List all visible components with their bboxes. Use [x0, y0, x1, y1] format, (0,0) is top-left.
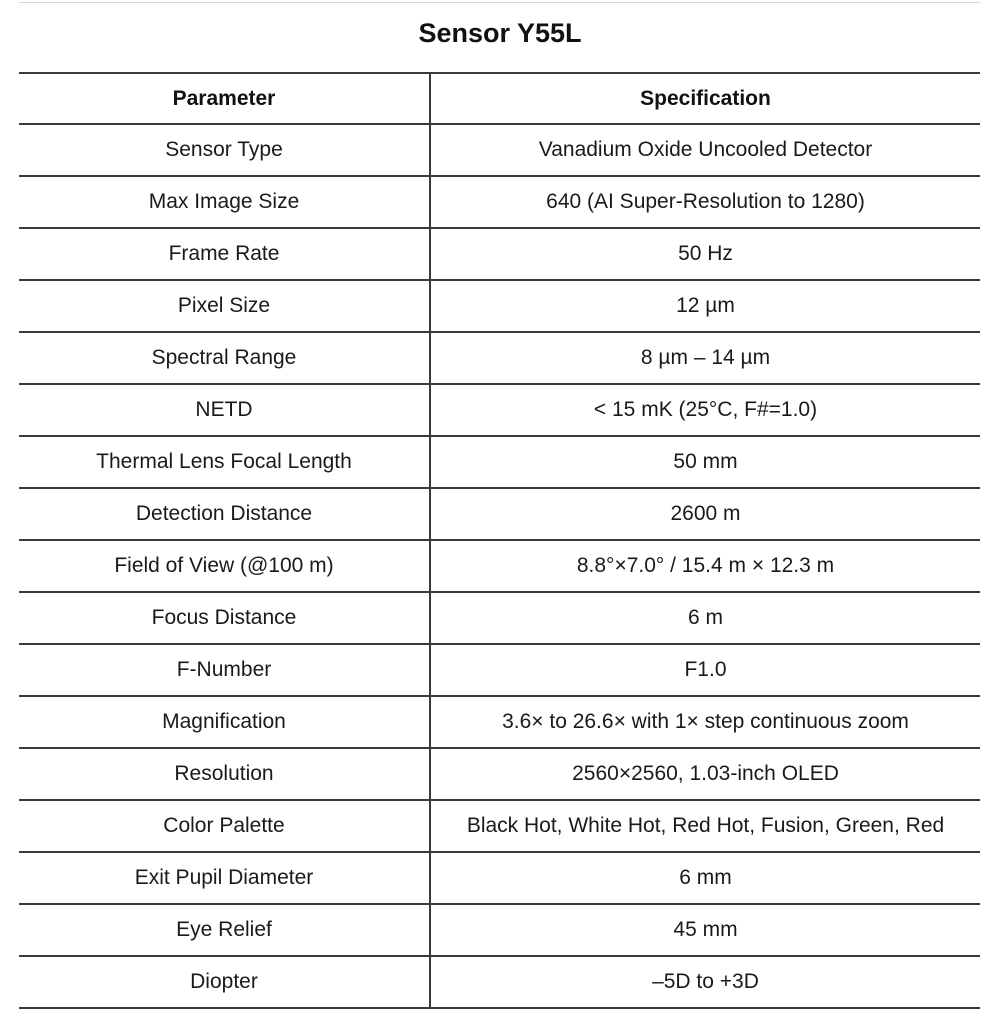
table-row	[19, 956, 980, 1008]
parameter-cell: Sensor Type	[19, 124, 430, 176]
parameter-cell: Max Image Size	[19, 176, 430, 228]
page-title: Sensor Y55L	[418, 18, 582, 48]
parameter-cell: Frame Rate	[19, 228, 430, 280]
parameter-cell: Magnification	[19, 696, 430, 748]
table-row	[19, 592, 980, 644]
parameter-cell: Thermal Lens Focal Length	[19, 436, 430, 488]
parameter-cell: Spectral Range	[19, 332, 430, 384]
table-row	[19, 488, 980, 540]
table-row	[19, 904, 980, 956]
parameter-cell: F-Number	[19, 644, 430, 696]
parameter-cell: Detection Distance	[19, 488, 430, 540]
specification-cell: 2560×2560, 1.03-inch OLED	[430, 748, 980, 800]
specification-cell: 8.8°×7.0° / 15.4 m × 12.3 m	[430, 540, 980, 592]
specification-cell: 12 µm	[430, 280, 980, 332]
specification-cell: –5D to +3D	[430, 956, 980, 1008]
table-row	[19, 228, 980, 280]
spec-table	[19, 72, 980, 1009]
parameter-cell: Diopter	[19, 956, 430, 1008]
parameter-cell: Field of View (@100 m)	[19, 540, 430, 592]
specification-cell: 50 mm	[430, 436, 980, 488]
parameter-cell: Eye Relief	[19, 904, 430, 956]
top-divider	[19, 2, 980, 3]
specification-cell: 640 (AI Super-Resolution to 1280)	[430, 176, 980, 228]
specification-cell: Vanadium Oxide Uncooled Detector	[430, 124, 980, 176]
specification-cell: 8 µm – 14 µm	[430, 332, 980, 384]
parameter-cell: Color Palette	[19, 800, 430, 852]
table-row	[19, 176, 980, 228]
table-header-row	[19, 73, 980, 124]
parameter-cell: Resolution	[19, 748, 430, 800]
specification-cell: 6 m	[430, 592, 980, 644]
specification-cell: Black Hot, White Hot, Red Hot, Fusion, Green, Red	[430, 800, 980, 852]
table-row	[19, 696, 980, 748]
table-row	[19, 540, 980, 592]
header-parameter: Parameter	[19, 73, 430, 124]
specification-cell: 50 Hz	[430, 228, 980, 280]
table-row	[19, 384, 980, 436]
table-row	[19, 332, 980, 384]
specification-cell: < 15 mK (25°C, F#=1.0)	[430, 384, 980, 436]
table-row	[19, 124, 980, 176]
header-specification: Specification	[430, 73, 980, 124]
specification-cell: 6 mm	[430, 852, 980, 904]
table-row	[19, 436, 980, 488]
specification-cell: 45 mm	[430, 904, 980, 956]
table-row	[19, 644, 980, 696]
specification-cell: 2600 m	[430, 488, 980, 540]
table-row	[19, 748, 980, 800]
parameter-cell: Exit Pupil Diameter	[19, 852, 430, 904]
table-row	[19, 800, 980, 852]
parameter-cell: Focus Distance	[19, 592, 430, 644]
specification-cell: 3.6× to 26.6× with 1× step continuous zoom	[430, 696, 980, 748]
specification-cell: F1.0	[430, 644, 980, 696]
table-row	[19, 280, 980, 332]
parameter-cell: NETD	[19, 384, 430, 436]
parameter-cell: Pixel Size	[19, 280, 430, 332]
table-row	[19, 852, 980, 904]
